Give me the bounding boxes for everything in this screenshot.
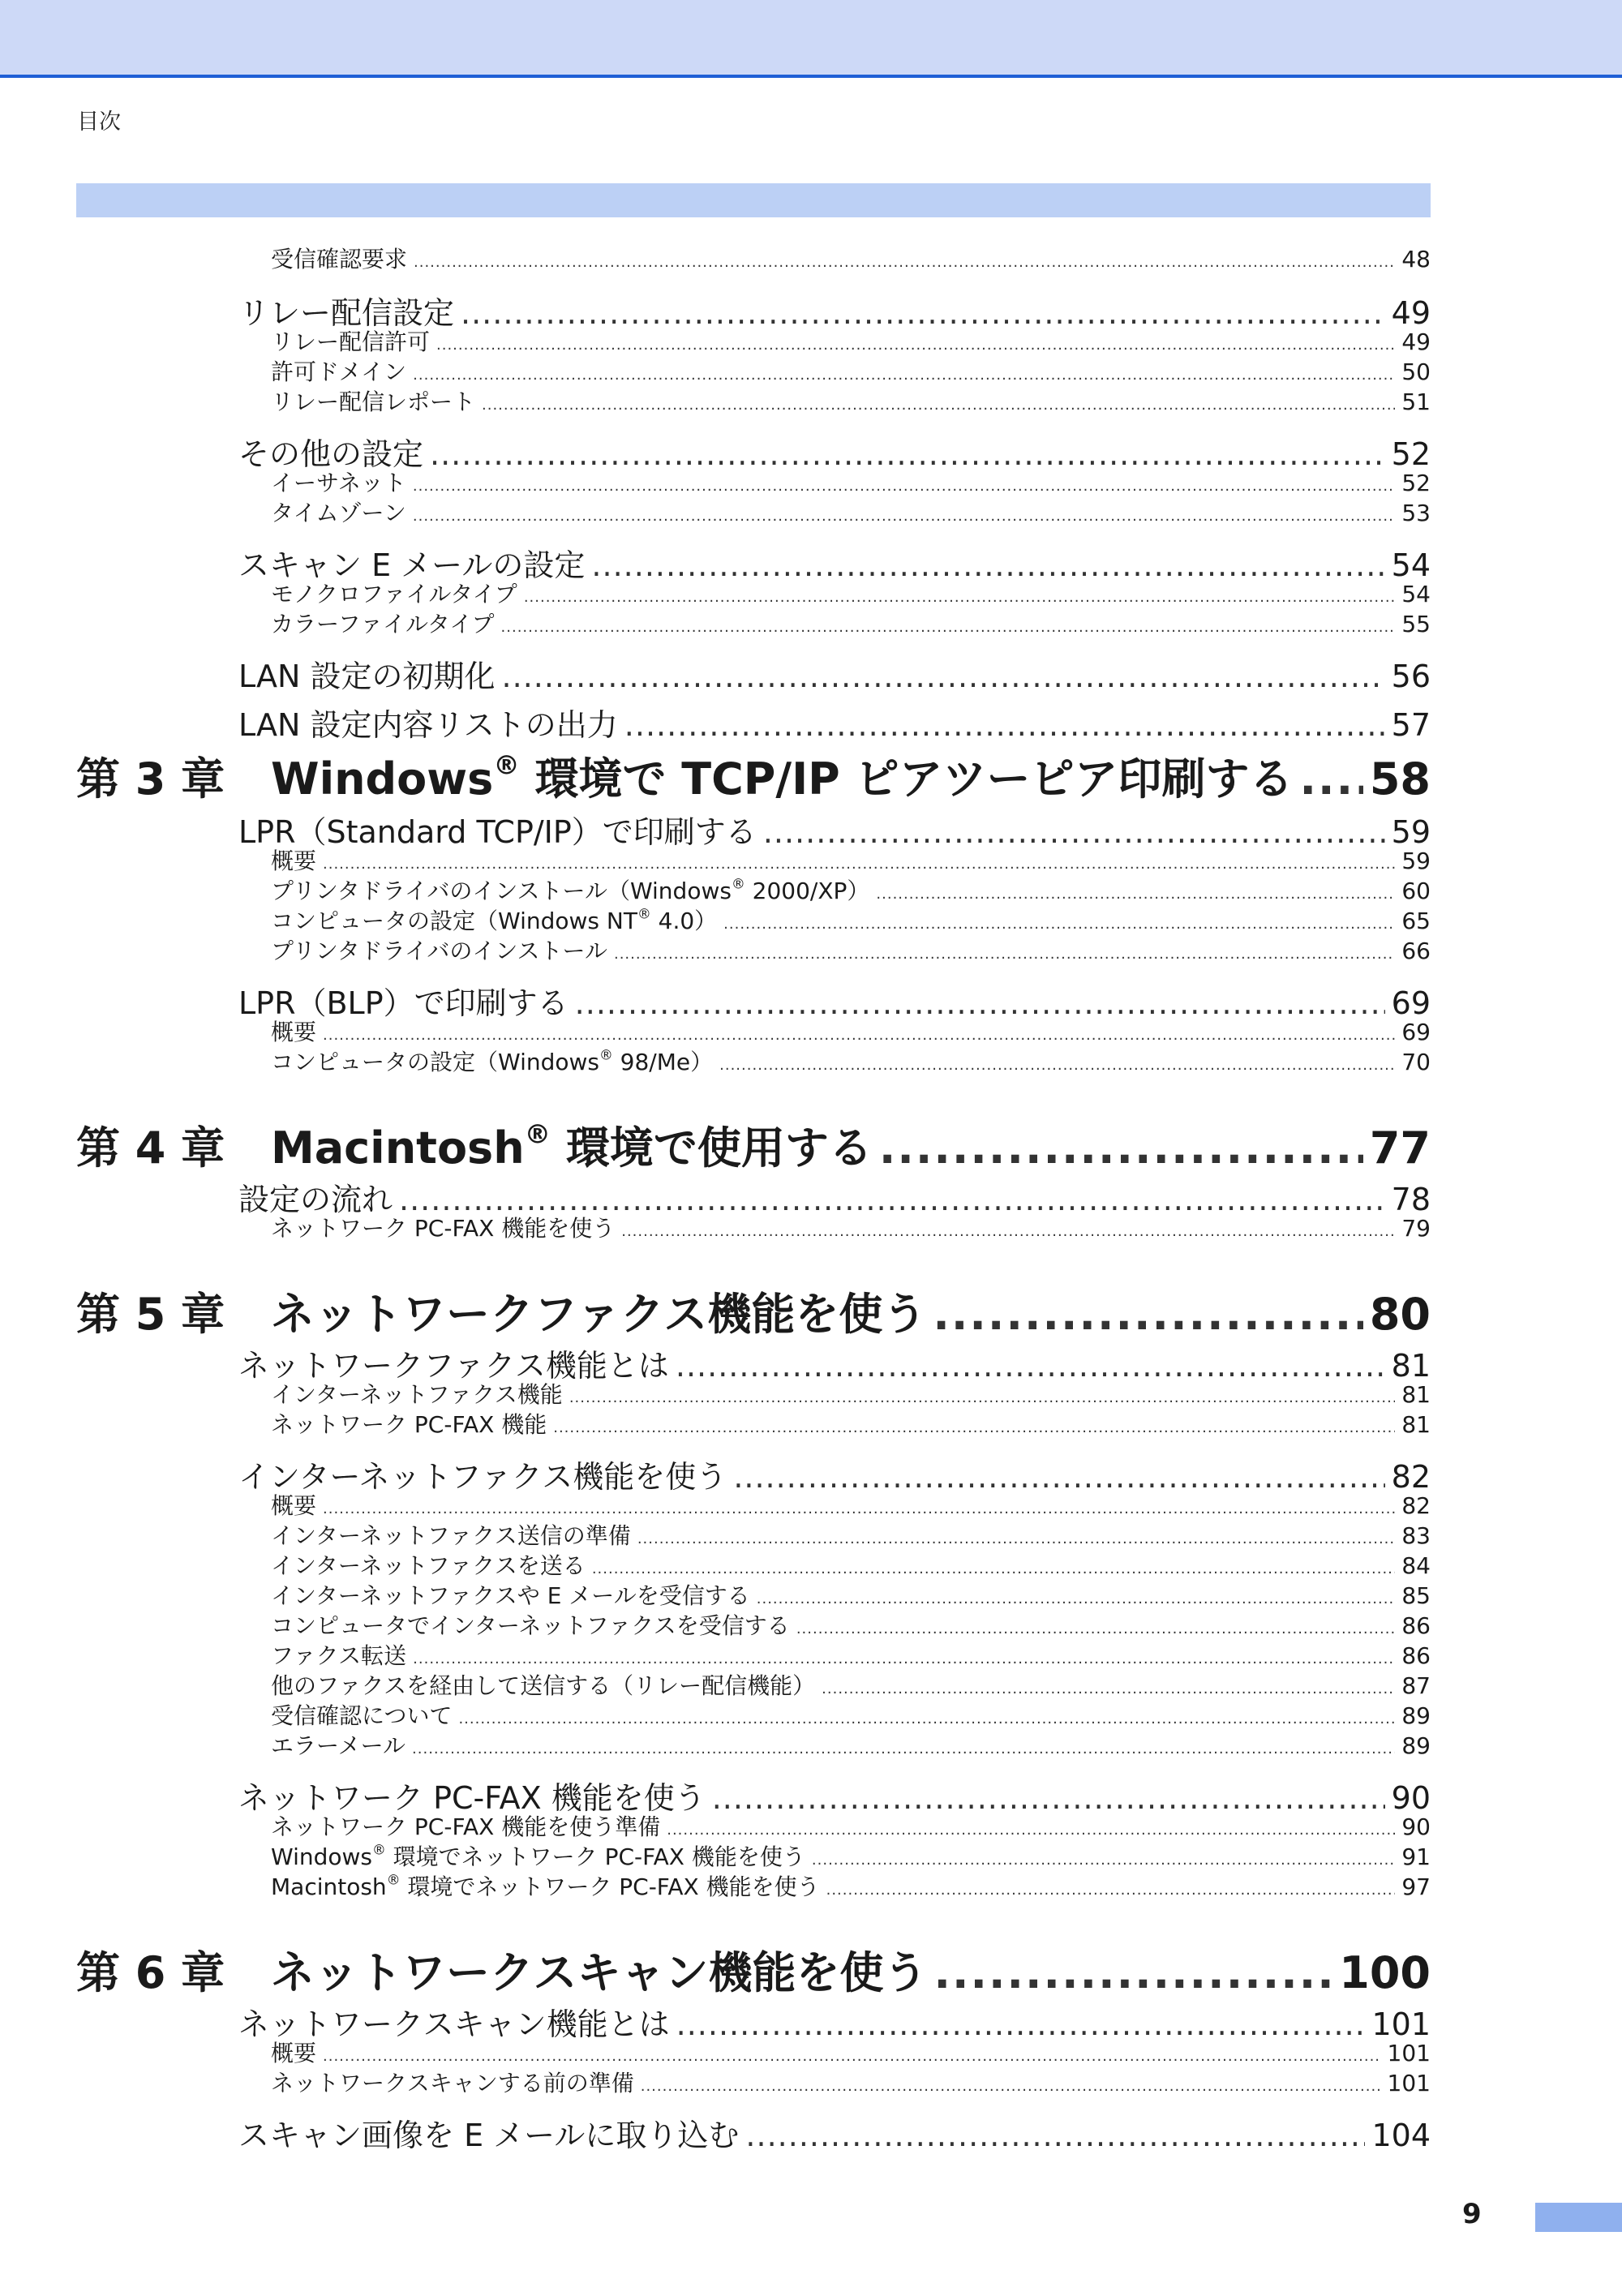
registered-mark: ® xyxy=(637,905,651,922)
toc-page-number: 81 xyxy=(1391,1348,1431,1384)
dot-leader xyxy=(933,1947,1332,1998)
toc-subsection[interactable] xyxy=(76,1608,1431,1641)
dot-leader xyxy=(323,856,1395,873)
toc-entry-title-text: エラーメール xyxy=(271,1732,406,1759)
toc-subsection[interactable] xyxy=(76,354,1431,387)
dot-leader xyxy=(719,1057,1395,1074)
toc-page-number: 100 xyxy=(1339,1947,1431,1998)
toc-subsection[interactable] xyxy=(76,1548,1431,1581)
dot-leader xyxy=(876,886,1395,903)
toc-entry-title-text: コンピュータの設定（Windows xyxy=(271,1049,599,1075)
toc-page-number: 83 xyxy=(1401,1522,1431,1549)
toc-entry-title-rest: 2000/XP） xyxy=(744,878,870,904)
toc-page-number: 60 xyxy=(1401,878,1431,904)
toc-subsection[interactable] xyxy=(76,1518,1431,1551)
toc-subsection[interactable] xyxy=(76,1045,1431,1077)
toc-entry-title xyxy=(271,1638,406,1671)
toc-subsection[interactable] xyxy=(76,466,1431,498)
toc-entry-title-text: インターネットファクス機能を使う xyxy=(238,1459,727,1495)
toc-entry-title-text: リレー配信レポート xyxy=(271,388,476,415)
toc-entry-title-text: インターネットファクスを送る xyxy=(271,1552,586,1579)
toc-entry-title-text: インターネットファクス送信の準備 xyxy=(271,1522,631,1549)
toc-entry-title-text: 設定の流れ xyxy=(238,1182,393,1217)
dot-leader xyxy=(323,1500,1395,1517)
toc-entry-title xyxy=(271,1407,547,1440)
toc-entry-title xyxy=(271,1608,790,1641)
toc-page-number: 87 xyxy=(1401,1672,1431,1699)
toc-page-number: 101 xyxy=(1371,2006,1431,2042)
toc-entry-title-text: ネットワーク PC-FAX 機能を使う xyxy=(271,1215,616,1242)
toc-subsection[interactable] xyxy=(76,577,1431,609)
toc-entry-title-text: ネットワークスキャンする前の準備 xyxy=(271,2070,634,2096)
toc-section[interactable] xyxy=(76,651,1431,696)
toc-chapter[interactable] xyxy=(76,1280,1431,1342)
toc-entry-title-text: ネットワーク PC-FAX 機能を使う xyxy=(238,1780,706,1816)
toc-entry-title-text: プリンタドライバのインストール（Windows xyxy=(271,878,732,904)
dot-leader xyxy=(637,1530,1396,1547)
toc-page-number: 48 xyxy=(1401,246,1431,273)
toc-entry-title xyxy=(271,324,430,357)
toc-page-number: 65 xyxy=(1401,908,1431,934)
toc-entry-title-text: プリンタドライバのインストール xyxy=(271,938,607,964)
toc-page-number: 104 xyxy=(1371,2118,1431,2153)
toc-entry-title-text: ネットワークスキャン機能を使う xyxy=(271,1947,928,1998)
toc-entry-title xyxy=(271,466,406,498)
toc-entry-title-text: Macintosh xyxy=(271,1122,525,1174)
toc-page-number: 82 xyxy=(1401,1492,1431,1519)
toc-chapter[interactable] xyxy=(76,745,1431,807)
dot-leader xyxy=(524,589,1396,606)
toc-entry-title-text: コンピュータでインターネットファクスを受信する xyxy=(271,1612,790,1639)
dot-leader xyxy=(757,1590,1396,1607)
toc-entry-title xyxy=(271,607,495,639)
toc-subsection[interactable] xyxy=(76,1015,1431,1047)
toc-page-number: 54 xyxy=(1391,547,1431,583)
toc-entry-title-rest: 環境で TCP/IP ピアツーピア印刷する xyxy=(519,753,1294,805)
toc-page-number: 49 xyxy=(1391,295,1431,331)
toc-entry-title-text: 概要 xyxy=(271,2040,317,2066)
toc-subsection[interactable] xyxy=(76,1211,1431,1243)
toc-page-number: 77 xyxy=(1369,1122,1431,1174)
toc-entry-title-text: ネットワークファクス機能とは xyxy=(238,1348,669,1384)
toc-chapter[interactable] xyxy=(76,1114,1431,1176)
toc-subsection[interactable] xyxy=(76,1809,1431,1842)
toc-page-number: 50 xyxy=(1401,358,1431,385)
dot-leader xyxy=(569,1389,1396,1406)
dot-leader xyxy=(436,337,1395,354)
toc-entry-title-text: イーサネット xyxy=(271,470,406,496)
dot-leader xyxy=(553,1419,1395,1436)
toc-page-number: 59 xyxy=(1401,848,1431,874)
dot-leader xyxy=(413,367,1395,384)
toc-entry-title-text: タイムゾーン xyxy=(271,500,406,526)
toc-entry-title xyxy=(271,1548,586,1581)
dot-leader xyxy=(482,397,1395,414)
toc-entry-title-text: LAN 設定内容リストの出力 xyxy=(238,707,618,743)
toc-subsection[interactable] xyxy=(76,2066,1431,2098)
toc-page-number: 90 xyxy=(1391,1780,1431,1816)
dot-leader xyxy=(624,707,1385,743)
toc-entry-title xyxy=(271,843,316,876)
toc-page-number: 66 xyxy=(1401,938,1431,964)
toc-entry-title-rest: 環境でネットワーク PC-FAX 機能を使う xyxy=(385,1843,805,1870)
dot-leader xyxy=(413,1650,1395,1667)
toc-page-number: 82 xyxy=(1391,1459,1431,1495)
toc-entry-title xyxy=(271,745,1294,807)
toc-entry-title-text: ファクス転送 xyxy=(271,1642,407,1669)
toc-subsection[interactable] xyxy=(76,1638,1431,1671)
toc-section[interactable] xyxy=(76,700,1431,745)
toc-page-number: 81 xyxy=(1401,1411,1431,1438)
toc-subsection[interactable] xyxy=(76,242,1431,274)
toc-entry-title-text: スキャン E メールの設定 xyxy=(238,547,586,583)
toc-subsection[interactable] xyxy=(76,1698,1431,1731)
toc-entry-title-rest: 環境でネットワーク PC-FAX 機能を使う xyxy=(400,1873,820,1900)
toc-page-number: 56 xyxy=(1391,659,1431,694)
toc-section[interactable] xyxy=(76,2110,1431,2155)
toc-entry-title-text: LPR（Standard TCP/IP）で印刷する xyxy=(238,814,757,850)
chapter-number: 第 3 章 xyxy=(76,753,225,805)
toc-page-number: 101 xyxy=(1387,2070,1431,2096)
toc-entry-title-text: 概要 xyxy=(271,1492,317,1519)
dot-leader xyxy=(745,2118,1365,2153)
toc-entry-title-text: モノクロファイルタイプ xyxy=(271,581,517,607)
toc-entry-title-text: カラーファイルタイプ xyxy=(271,611,495,637)
toc-entry-title-text: Macintosh xyxy=(271,1873,387,1900)
dot-leader xyxy=(413,508,1395,525)
toc-entry-title xyxy=(271,242,407,274)
toc-entry-title-text: ネットワーク PC-FAX 機能 xyxy=(271,1411,547,1438)
toc-subsection[interactable] xyxy=(76,873,1431,906)
dot-leader xyxy=(501,619,1396,636)
toc-entry-title xyxy=(271,1728,406,1761)
toc-page-number: 58 xyxy=(1369,753,1431,805)
toc-page-number: 89 xyxy=(1401,1732,1431,1759)
toc-page-number: 101 xyxy=(1387,2040,1431,2066)
toc-entry-title xyxy=(271,1518,631,1551)
toc-page-number: 49 xyxy=(1401,328,1431,355)
toc-entry-title xyxy=(271,1280,926,1342)
toc-subsection[interactable] xyxy=(76,1407,1431,1440)
toc-page-number: 81 xyxy=(1401,1381,1431,1408)
toc-chapter[interactable] xyxy=(76,1938,1431,2001)
toc-page-number: 85 xyxy=(1401,1582,1431,1609)
toc-subsection[interactable] xyxy=(76,903,1431,936)
dot-leader xyxy=(796,1620,1396,1637)
toc-entry-title xyxy=(271,903,717,936)
toc-page-number: 79 xyxy=(1401,1215,1431,1242)
toc-entry-title-text: インターネットファクスや E メールを受信する xyxy=(271,1582,750,1609)
toc-entry-title-text: 他のファクスを経由して送信する（リレー配信機能） xyxy=(271,1672,816,1699)
toc-page-number: 86 xyxy=(1401,1612,1431,1639)
toc-entry-title-text: Windows xyxy=(271,753,494,805)
toc-entry-title xyxy=(271,1869,820,1902)
registered-mark: ® xyxy=(386,1871,401,1888)
toc-entry-title-rest: 環境で使用する xyxy=(551,1122,873,1174)
toc-subsection[interactable] xyxy=(76,1578,1431,1611)
toc-page-number: 97 xyxy=(1401,1873,1431,1900)
dot-leader xyxy=(458,1710,1395,1727)
toc-entry-title xyxy=(271,496,406,528)
toc-entry-title xyxy=(271,933,607,966)
toc-entry-title-text: リレー配信設定 xyxy=(238,295,455,331)
toc-page-number: 91 xyxy=(1401,1843,1431,1870)
toc-subsection[interactable] xyxy=(76,1728,1431,1761)
toc-subsection[interactable] xyxy=(76,2036,1431,2068)
header-band xyxy=(0,0,1622,75)
toc-entry-title-text: LPR（BLP）で印刷する xyxy=(238,985,569,1021)
toc-entry-title xyxy=(271,1698,452,1731)
toc-page-number: 54 xyxy=(1401,581,1431,607)
toc-entry-title xyxy=(271,1668,815,1701)
toc-entry-title-text: コンピュータの設定（Windows NT xyxy=(271,908,637,934)
toc-entry-title xyxy=(271,354,406,387)
toc-page-number: 80 xyxy=(1369,1289,1431,1340)
dot-leader xyxy=(667,1822,1395,1839)
dot-leader xyxy=(413,478,1395,495)
toc-entry-title xyxy=(271,384,475,417)
dot-leader xyxy=(614,946,1395,963)
registered-mark: ® xyxy=(493,749,520,781)
dot-leader xyxy=(414,254,1395,271)
toc-entry-title xyxy=(271,2036,316,2068)
dot-leader xyxy=(592,1560,1396,1577)
dot-leader xyxy=(933,1289,1362,1340)
toc-entry-title xyxy=(271,577,517,609)
toc-entry-title xyxy=(271,1938,927,2001)
toc-entry-title xyxy=(238,651,496,696)
running-head: 目次 xyxy=(77,109,121,135)
toc-entry-title xyxy=(271,1377,563,1410)
toc-entry-title-rest: 98/Me） xyxy=(612,1049,714,1075)
toc-page-number: 89 xyxy=(1401,1702,1431,1729)
registered-mark: ® xyxy=(731,875,745,892)
section-bar xyxy=(76,183,1431,217)
toc-entry-title xyxy=(271,1488,316,1521)
toc-page-number: 86 xyxy=(1401,1642,1431,1669)
chapter-number: 第 6 章 xyxy=(76,1947,225,1998)
registered-mark: ® xyxy=(524,1118,551,1150)
toc-entry-title-text: スキャン画像を E メールに取り込む xyxy=(238,2118,740,2153)
toc-subsection[interactable] xyxy=(76,843,1431,876)
toc-entry-title-text: LAN 設定の初期化 xyxy=(238,659,496,694)
toc-subsection[interactable] xyxy=(76,607,1431,639)
toc-entry-title-text: ネットワークスキャン機能とは xyxy=(238,2006,670,2042)
chapter-number: 第 4 章 xyxy=(76,1122,225,1174)
toc-subsection[interactable] xyxy=(76,496,1431,528)
chapter-number: 第 5 章 xyxy=(76,1289,225,1340)
dot-leader xyxy=(879,1122,1363,1174)
toc-subsection[interactable] xyxy=(76,1488,1431,1521)
toc-page-number: 52 xyxy=(1401,470,1431,496)
dot-leader xyxy=(812,1852,1395,1869)
toc-subsection[interactable] xyxy=(76,1377,1431,1410)
toc-page-number: 59 xyxy=(1391,814,1431,850)
toc-entry-title xyxy=(271,1045,713,1077)
toc-entry-title xyxy=(271,2066,634,2098)
toc-entry-title xyxy=(271,1839,805,1872)
toc-entry-title-text: ネットワーク PC-FAX 機能を使う準備 xyxy=(271,1813,661,1840)
toc-subsection[interactable] xyxy=(76,324,1431,357)
toc-page-number: 90 xyxy=(1401,1813,1431,1840)
toc-page-number: 78 xyxy=(1391,1182,1431,1217)
registered-mark: ® xyxy=(599,1046,613,1063)
toc-subsection[interactable] xyxy=(76,384,1431,417)
toc-entry-title-text: 概要 xyxy=(271,848,317,874)
page-tab xyxy=(1535,2203,1622,2232)
toc-page-number: 84 xyxy=(1401,1552,1431,1579)
toc-entry-title-text: 受信確認について xyxy=(271,1702,453,1729)
dot-leader xyxy=(502,659,1385,694)
toc-entry-title xyxy=(238,700,618,745)
dot-leader xyxy=(641,2078,1381,2095)
toc-subsection[interactable] xyxy=(76,933,1431,966)
toc-entry-title xyxy=(271,1578,750,1611)
dot-leader xyxy=(621,1223,1395,1240)
toc-page-number: 70 xyxy=(1401,1049,1431,1075)
toc-entry-title xyxy=(271,1114,873,1176)
toc-page-number: 53 xyxy=(1401,500,1431,526)
toc-page-number: 52 xyxy=(1391,436,1431,472)
toc-entry-title xyxy=(238,2110,739,2155)
toc-entry-title-text: 概要 xyxy=(271,1019,317,1045)
toc-page-number: 55 xyxy=(1401,611,1431,637)
dot-leader xyxy=(1300,753,1363,805)
toc-entry-title-text: 許可ドメイン xyxy=(271,358,407,385)
toc-entry-title-text: Windows xyxy=(271,1843,372,1870)
page-number: 9 xyxy=(1462,2198,1482,2230)
dot-leader xyxy=(323,2048,1381,2065)
dot-leader xyxy=(323,1027,1395,1044)
toc-page-number: 51 xyxy=(1401,388,1431,415)
toc-page-number: 57 xyxy=(1391,707,1431,743)
toc-entry-title xyxy=(271,1809,660,1842)
header-rule xyxy=(0,75,1622,78)
toc-entry-title-rest: 4.0） xyxy=(650,908,718,934)
toc-subsection[interactable] xyxy=(76,1668,1431,1701)
toc-page-number: 69 xyxy=(1391,985,1431,1021)
toc-entry-title xyxy=(271,1015,316,1047)
toc-entry-title-text: ネットワークファクス機能を使う xyxy=(271,1289,927,1340)
registered-mark: ® xyxy=(372,1841,386,1858)
toc-subsection[interactable] xyxy=(76,1839,1431,1872)
toc-subsection[interactable] xyxy=(76,1869,1431,1902)
dot-leader xyxy=(826,1882,1396,1899)
dot-leader xyxy=(412,1740,1395,1757)
toc-entry-title-text: リレー配信許可 xyxy=(271,328,431,355)
toc-entry-title-text: その他の設定 xyxy=(238,436,424,472)
toc-entry-title-text: 受信確認要求 xyxy=(271,246,408,273)
toc-entry-title xyxy=(271,873,869,906)
toc-entry-title-text: インターネットファクス機能 xyxy=(271,1381,563,1408)
dot-leader xyxy=(723,916,1395,933)
toc-page-number: 69 xyxy=(1401,1019,1431,1045)
dot-leader xyxy=(822,1680,1395,1697)
toc-entry-title xyxy=(271,1211,615,1243)
